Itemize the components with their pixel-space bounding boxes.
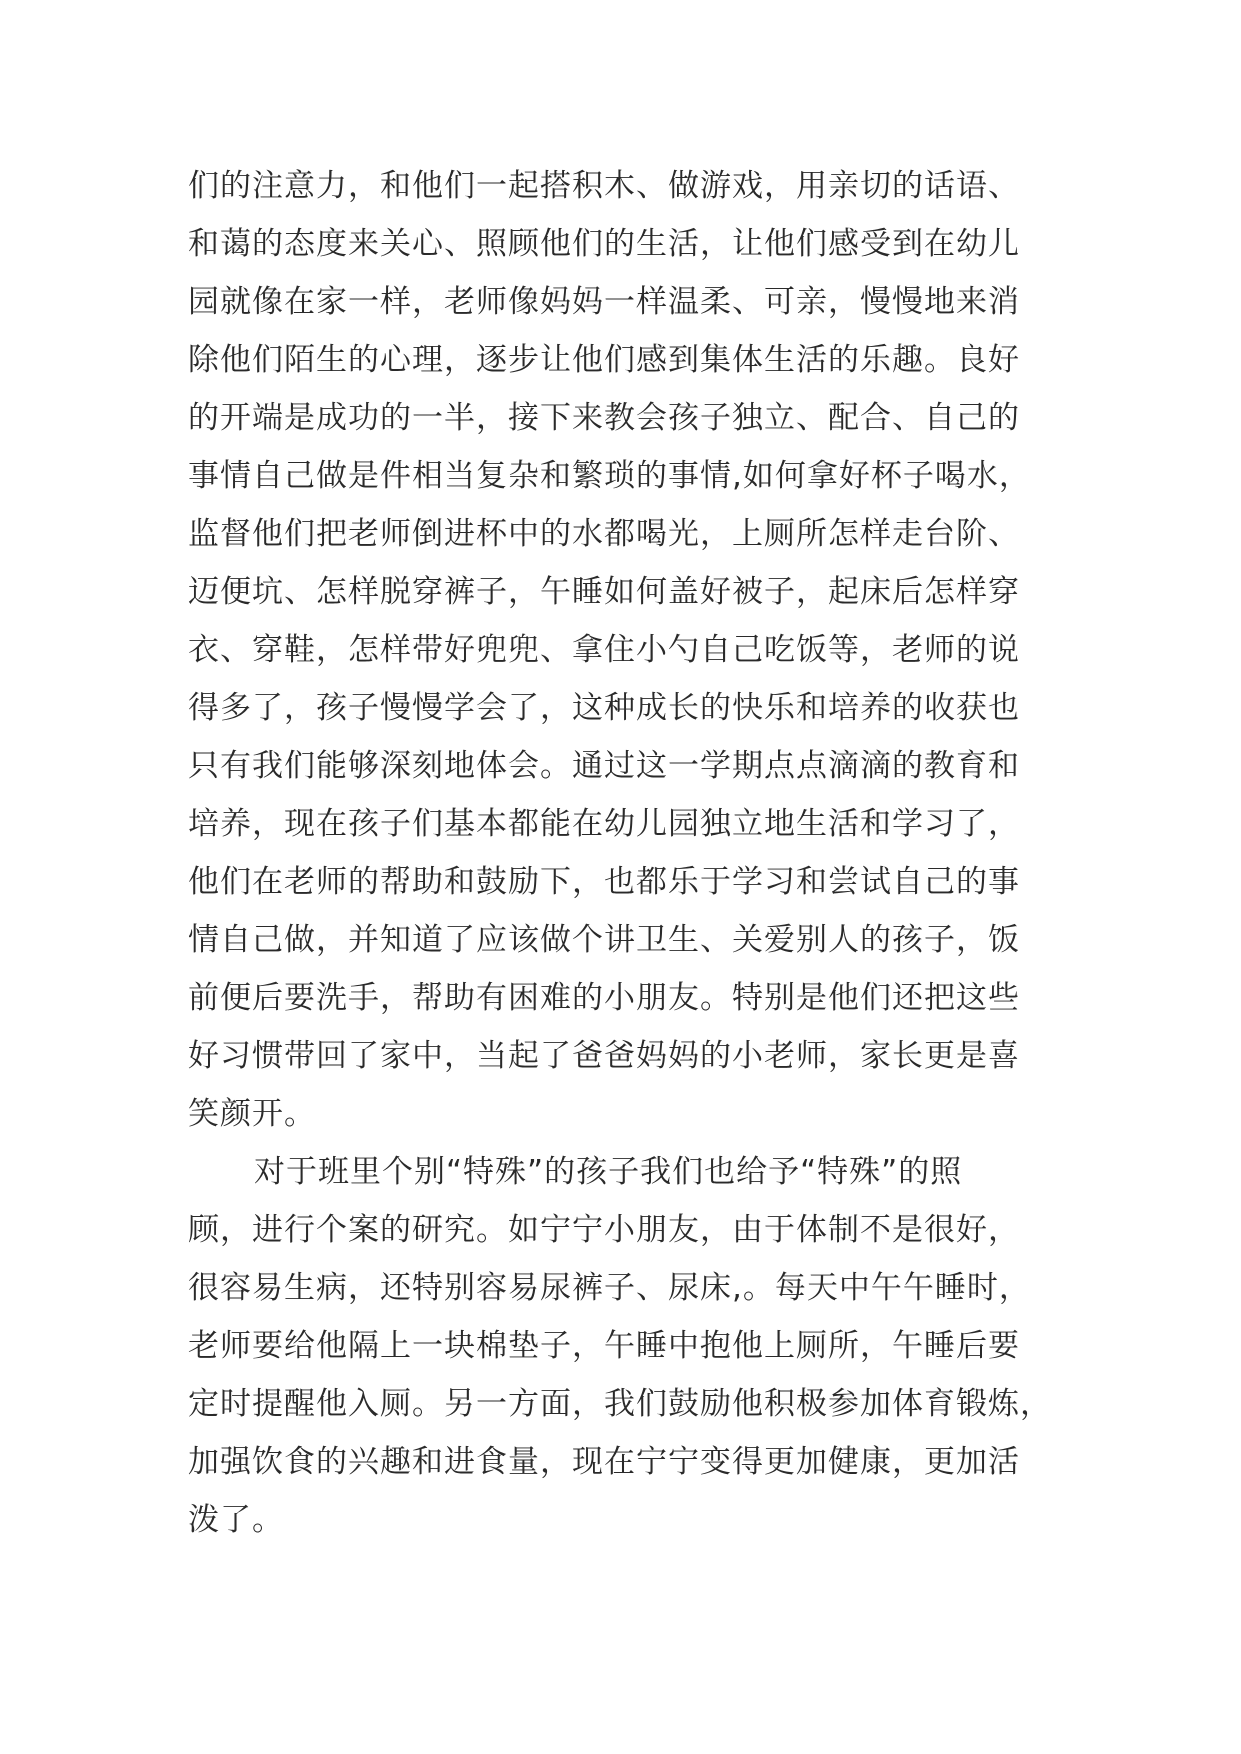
text-line: 情自己做，并知道了应该做个讲卫生、关爱别人的孩子，饭 bbox=[188, 922, 1020, 958]
text-line: 老师要给他隔上一块棉垫子，午睡中抱他上厕所，午睡后要 bbox=[188, 1328, 1020, 1364]
text-line-first-indented: 对于班里个别“特殊”的孩子我们也给予“特殊”的照 bbox=[254, 1154, 963, 1190]
text-line: 泼了。 bbox=[188, 1502, 284, 1538]
text-line: 迈便坑、怎样脱穿裤子，午睡如何盖好被子，起床后怎样穿 bbox=[188, 574, 1020, 610]
text-line: 他们在老师的帮助和鼓励下，也都乐于学习和尝试自己的事 bbox=[188, 864, 1020, 900]
text-line: 前便后要洗手，帮助有困难的小朋友。特别是他们还把这些 bbox=[188, 980, 1020, 1016]
text-line: 们的注意力，和他们一起搭积木、做游戏，用亲切的话语、 bbox=[188, 168, 1020, 204]
text-line: 顾，进行个案的研究。如宁宁小朋友，由于体制不是很好， bbox=[188, 1212, 1020, 1248]
text-line: 得多了，孩子慢慢学会了，这种成长的快乐和培养的收获也 bbox=[188, 690, 1020, 726]
text-line: 事情自己做是件相当复杂和繁琐的事情,如何拿好杯子喝水， bbox=[188, 458, 1031, 494]
text-line: 好习惯带回了家中，当起了爸爸妈妈的小老师，家长更是喜 bbox=[188, 1038, 1020, 1074]
text-line: 只有我们能够深刻地体会。通过这一学期点点滴滴的教育和 bbox=[188, 748, 1020, 784]
paragraph-1 bbox=[188, 157, 1068, 1143]
text-line: 和蔼的态度来关心、照顾他们的生活，让他们感受到在幼儿 bbox=[188, 226, 1020, 262]
text-line: 很容易生病，还特别容易尿裤子、尿床,。每天中午午睡时， bbox=[188, 1270, 1031, 1306]
paragraph-2 bbox=[188, 1143, 1068, 1549]
text-line: 笑颜开。 bbox=[188, 1096, 316, 1132]
text-line: 监督他们把老师倒进杯中的水都喝光，上厕所怎样走台阶、 bbox=[188, 516, 1020, 552]
text-line: 培养，现在孩子们基本都能在幼儿园独立地生活和学习了， bbox=[188, 806, 1020, 842]
body-text bbox=[188, 157, 1068, 1549]
text-line: 定时提醒他入厕。另一方面，我们鼓励他积极参加体育锻炼， bbox=[188, 1386, 1052, 1422]
text-line: 除他们陌生的心理，逐步让他们感到集体生活的乐趣。良好 bbox=[188, 342, 1020, 378]
text-line: 园就像在家一样，老师像妈妈一样温柔、可亲，慢慢地来消 bbox=[188, 284, 1020, 320]
text-line: 衣、穿鞋，怎样带好兜兜、拿住小勺自己吃饭等，老师的说 bbox=[188, 632, 1020, 668]
text-line: 的开端是成功的一半，接下来教会孩子独立、配合、自己的 bbox=[188, 400, 1020, 436]
text-line: 加强饮食的兴趣和进食量，现在宁宁变得更加健康，更加活 bbox=[188, 1444, 1020, 1480]
